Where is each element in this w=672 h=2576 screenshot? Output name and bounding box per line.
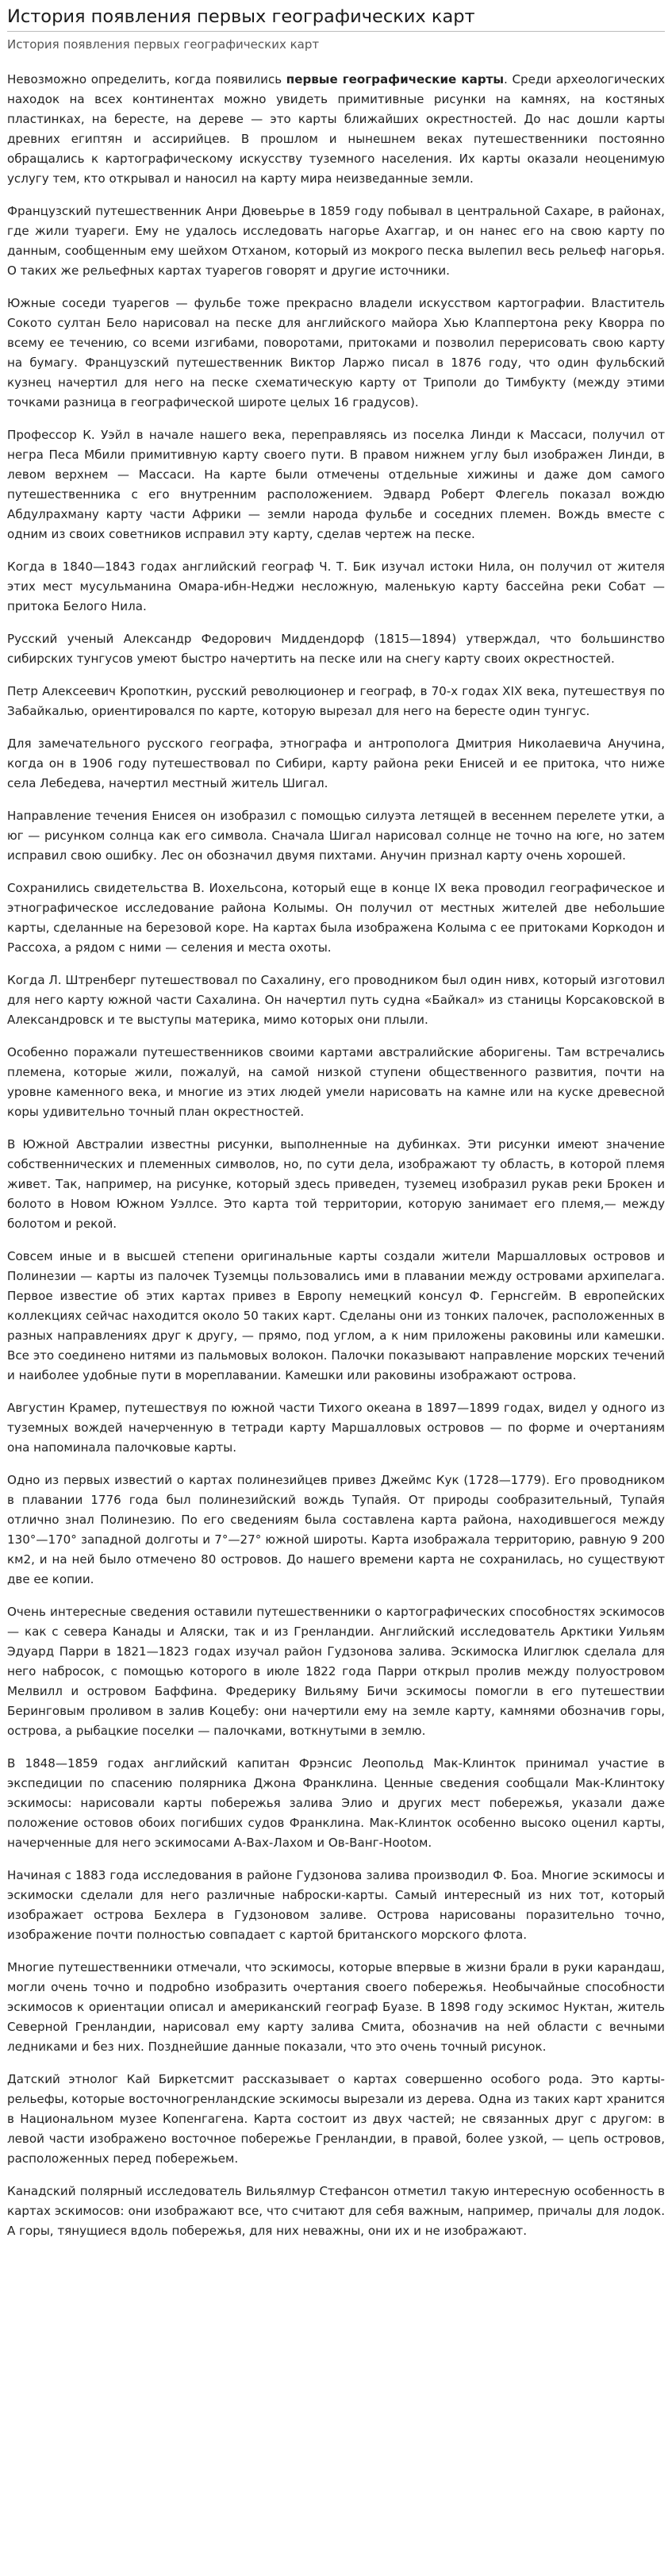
article-paragraph: Одно из первых известий о картах полинезийцев привез Джеймс Кук (1728—1779). Его проводником в плавании 1776 года был полинезийский вождь Тупайя. От природы сообразительный, Тупайя отлично знал Полинезию. По его сведениям была составлена карта района, находившегося между 130°—170° западной долготы и 7°—27° южной широты. Карта изображала территорию, равную 9 200 км2, и на ней было отмечено 80 островов. До нашего времени карта не сохранилась, но существуют две ее копии. bbox=[7, 1473, 665, 1586]
article-paragraph: Когда Л. Штренберг путешествовал по Сахалину, его проводником был один нивх, который изготовил для него карту южной части Сахалина. Он начертил путь судна «Байкал» из станицы Корсаковской в Александровск и те выступы материка, мимо которых они плыли. bbox=[7, 973, 665, 1027]
article-paragraph: Августин Крамер, путешествуя по южной части Тихого океана в 1897—1899 годах, видел у одного из туземных вождей начерченную в тетради карту Маршалловых островов — по форме и очертаниям она напоминала палочковые карты. bbox=[7, 1401, 665, 1455]
article-paragraph: Совсем иные и в высшей степени оригинальные карты создали жители Маршалловых островов и Полинезии — карты из палочек Туземцы пользовались ими в плавании между островами архипелага. Первое известие об этих картах привез в Европу немецкий консул Ф. Гернсгейм. В европейских коллекциях сейчас находится около 50 таких карт. Сделаны они из тонких палочек, расположенных в разных направлениях друг к другу, — прямо, под углом, а к ним приложены раковины или камешки. Все это соединено нитями из пальмовых волокон. Палочки показывают направление морских течений и наиболее удобные пути в мореплавании. Камешки или раковины изображают острова. bbox=[7, 1249, 665, 1382]
article-paragraph: Многие путешественники отмечали, что эскимосы, которые впервые в жизни брали в руки карандаш, могли очень точно и подробно изобразить очертания своего побережья. Необычайные способности эскимосов к ориентации описал и американский географ Буазе. В 1898 году эскимос Нуктан, житель Северной Гренландии, нарисовал ему карту залива Смита, обозначив на ней области с вечными ледниками и без них. Позднейшие данные показали, что это очень точный рисунок. bbox=[7, 1960, 665, 2054]
article-paragraph: Петр Алексеевич Кропоткин, русский революционер и географ, в 70-х годах XIX века, путешествуя по Забайкалью, ориентировался по карте, которую вырезал для него на бересте один тунгус. bbox=[7, 684, 665, 718]
article-paragraph: Направление течения Енисея он изобразил с помощью силуэта летящей в весеннем перелете утки, а юг — рисунком солнца как его символа. Сначала Шигал нарисовал солнце не точно на юге, но затем исправил свою ошибку. Лес он обозначил двумя пихтами. Анучин признал карту очень хорошей. bbox=[7, 809, 665, 863]
paragraph-text: . Среди археологических находок на всех континентах можно увидеть примитивные рисунки на камнях, на костяных пластинках, на бересте, на дереве — это карты ближайших окрестностей. До нас дошли карты древних египтян и ассирийцев. В прошлом и нынешнем веках путешественники постоянно обращались к картографическому искусству туземного населения. Их карты оказали неоценимую услугу тем, кто открывал и наносил на карту мира неизведанные земли. bbox=[7, 72, 666, 186]
article-paragraph: Особенно поражали путешественников своими картами австралийские аборигены. Там встречались племена, которые жили, пожалуй, на самой низкой ступени общественного развития, почти на уровне каменного века, и многие из этих людей умели нарисовать на камне или на куске древесной коры удивительно точный план окрестностей. bbox=[7, 1045, 665, 1119]
paragraph-text: Невозможно определить, когда появились bbox=[7, 72, 286, 87]
article-paragraph: Начиная с 1883 года исследования в районе Гудзонова залива производил Ф. Боа. Многие эскимосы и эскимоски сделали для него различные наброски-карты. Самый интересный из них тот, который изображает острова Бехлера в Гудзоновом заливе. Острова нарисованы поразительно точно, изображение почти полностью совпадает с картой британского морского флота. bbox=[7, 1868, 665, 1942]
article-paragraph bbox=[7, 70, 665, 189]
article-paragraph: Канадский полярный исследователь Вильялмур Стефансон отметил такую интересную особенность в картах эскимосов: они изображают все, что считают для себя важным, например, причалы для лодок. А горы, тянущиеся вдоль побережья, для них неважны, они их и не изображают. bbox=[7, 2184, 665, 2238]
highlighted-term: первые географические карты bbox=[286, 72, 505, 87]
article-paragraph: Когда в 1840—1843 годах английский географ Ч. Т. Бик изучал истоки Нила, он получил от жителя этих мест мусульманина Омара-ибн-Неджи несложную, маленькую карту бассейна реки Собат — притока Белого Нила. bbox=[7, 559, 665, 613]
article-paragraph: Сохранились свидетельства В. Иохельсона, который еще в конце IX века проводил географическое и этнографическое исследование района Колымы. Он получил от местных жителей две небольшие карты, сделанные на березовой коре. На картах была изображена Колыма с ее притоками Коркодон и Рассоха, а рядом с ними — селения и места охоты. bbox=[7, 881, 665, 955]
article-paragraph: В 1848—1859 годах английский капитан Фрэнсис Леопольд Мак-Клинток принимал участие в экспедиции по спасению полярника Джона Франклина. Ценные сведения сообщали Мак-Клинтоку эскимосы: нарисовали карты побережья залива Элио и других мест побережья, указали даже положение остовов обоих погибших судов Франклина. Мак-Клинток особенно высоко оценил карты, начерченные для него эскимосами А-Вах-Лахом и Ов-Ванг-Нootом. bbox=[7, 1756, 665, 1850]
page-subtitle: История появления первых географических карт bbox=[7, 37, 320, 52]
article-paragraph: Русский ученый Александр Федорович Миддендорф (1815—1894) утверждал, что большинство сибирских тунгусов умеют быстро начертить на песке или на снегу карту своих окрестностей. bbox=[7, 632, 665, 666]
article-body bbox=[7, 70, 665, 2241]
article-paragraph: Очень интересные сведения оставили путешественники о картографических способностях эскимосов — как с севера Канады и Аляски, так и из Гренландии. Английский исследователь Арктики Уильям Эдуард Парри в 1821—1823 годах изучал район Гудзонова залива. Эскимоска Илиглюк сделала для него набросок, с помощью которого в июле 1822 года Парри открыл пролив между полуостровом Мелвилл и островом Баффина. Фредерику Вильяму Бичи эскимосы помогли в его путешествии Беринговым проливом в залив Коцебу: они начертили ему на земле карту, камнями обозначив горы, острова, а рыбацкие поселки — палочками, воткнутыми в землю. bbox=[7, 1605, 665, 1738]
article-paragraph: Профессор К. Уэйл в начале нашего века, переправляясь из поселка Линди к Массаси, получил от негра Песа Мбили примитивную карту своего пути. В правом нижнем углу был изображен Линди, в левом верхнем — Массаси. На карте были отмечены отдельные хижины и даже дом самого путешественника с его внутренним расположением. Эдвард Роберт Флегель показал вождю Абдулрахману карту части Африки — земли народа фульбе и соседних племен. Вождь вместе с одним из своих советников исправил эту карту, сделав чертеж на песке. bbox=[7, 428, 665, 541]
article-paragraph: Французский путешественник Анри Дювеьрье в 1859 году побывал в центральной Сахаре, в районах, где жили туареги. Ему не удалось исследовать нагорье Ахаггар, и он нанес его на свою карту по данным, сообщенным ему шейхом Отханом, который из мокрого песка вылепил весь рельеф нагорья. О таких же рельефных картах туарегов говорят и другие источники. bbox=[7, 204, 665, 278]
article-paragraph: Датский этнолог Кай Биркетсмит рассказывает о картах совершенно особого рода. Это карты-рельефы, которые восточногренландские эскимосы вырезали из дерева. Одна из таких карт хранится в Национальном музее Копенгагена. Карта состоит из двух частей; не связанных друг с другом: в левой части изображено восточное побережье Гренландии, в правой, более узкой, — цепь островов, расположенных перед побережьем. bbox=[7, 2072, 665, 2166]
article-paragraph: Южные соседи туарегов — фульбе тоже прекрасно владели искусством картографии. Властитель Сокото султан Бело нарисовал на песке для английского майора Хью Клаппертона реку Кворра по всему ее течению, со всеми изгибами, поворотами, притоками и позволил перерисовать свою карту на бумагу. Французский путешественник Виктор Ларжо писал в 1876 году, что один фульбский кузнец начертил для него на песке схематическую карту от Триполи до Тимбукту (между этими точками разница в географической широте целых 16 градусов). bbox=[7, 296, 665, 409]
article-paragraph: В Южной Австралии известны рисунки, выполненные на дубинках. Эти рисунки имеют значение собственнических и племенных символов, но, по сути дела, изображают ту область, в которой племя живет. Так, например, на рисунке, который здесь приведен, туземец изобразил рукав реки Брокен и болото в Новом Южном Уэллсе. Это карта той территории, которую занимает его племя,— между болотом и рекой. bbox=[7, 1137, 665, 1231]
page-title: История появления первых географических карт bbox=[7, 5, 665, 32]
article-paragraph: Для замечательного русского географа, этнографа и антрополога Дмитрия Николаевича Анучина, когда он в 1906 году путешествовал по Сибири, карту района реки Енисей и ее притока, что ниже села Лебедева, начертил местный житель Шигал. bbox=[7, 736, 665, 790]
